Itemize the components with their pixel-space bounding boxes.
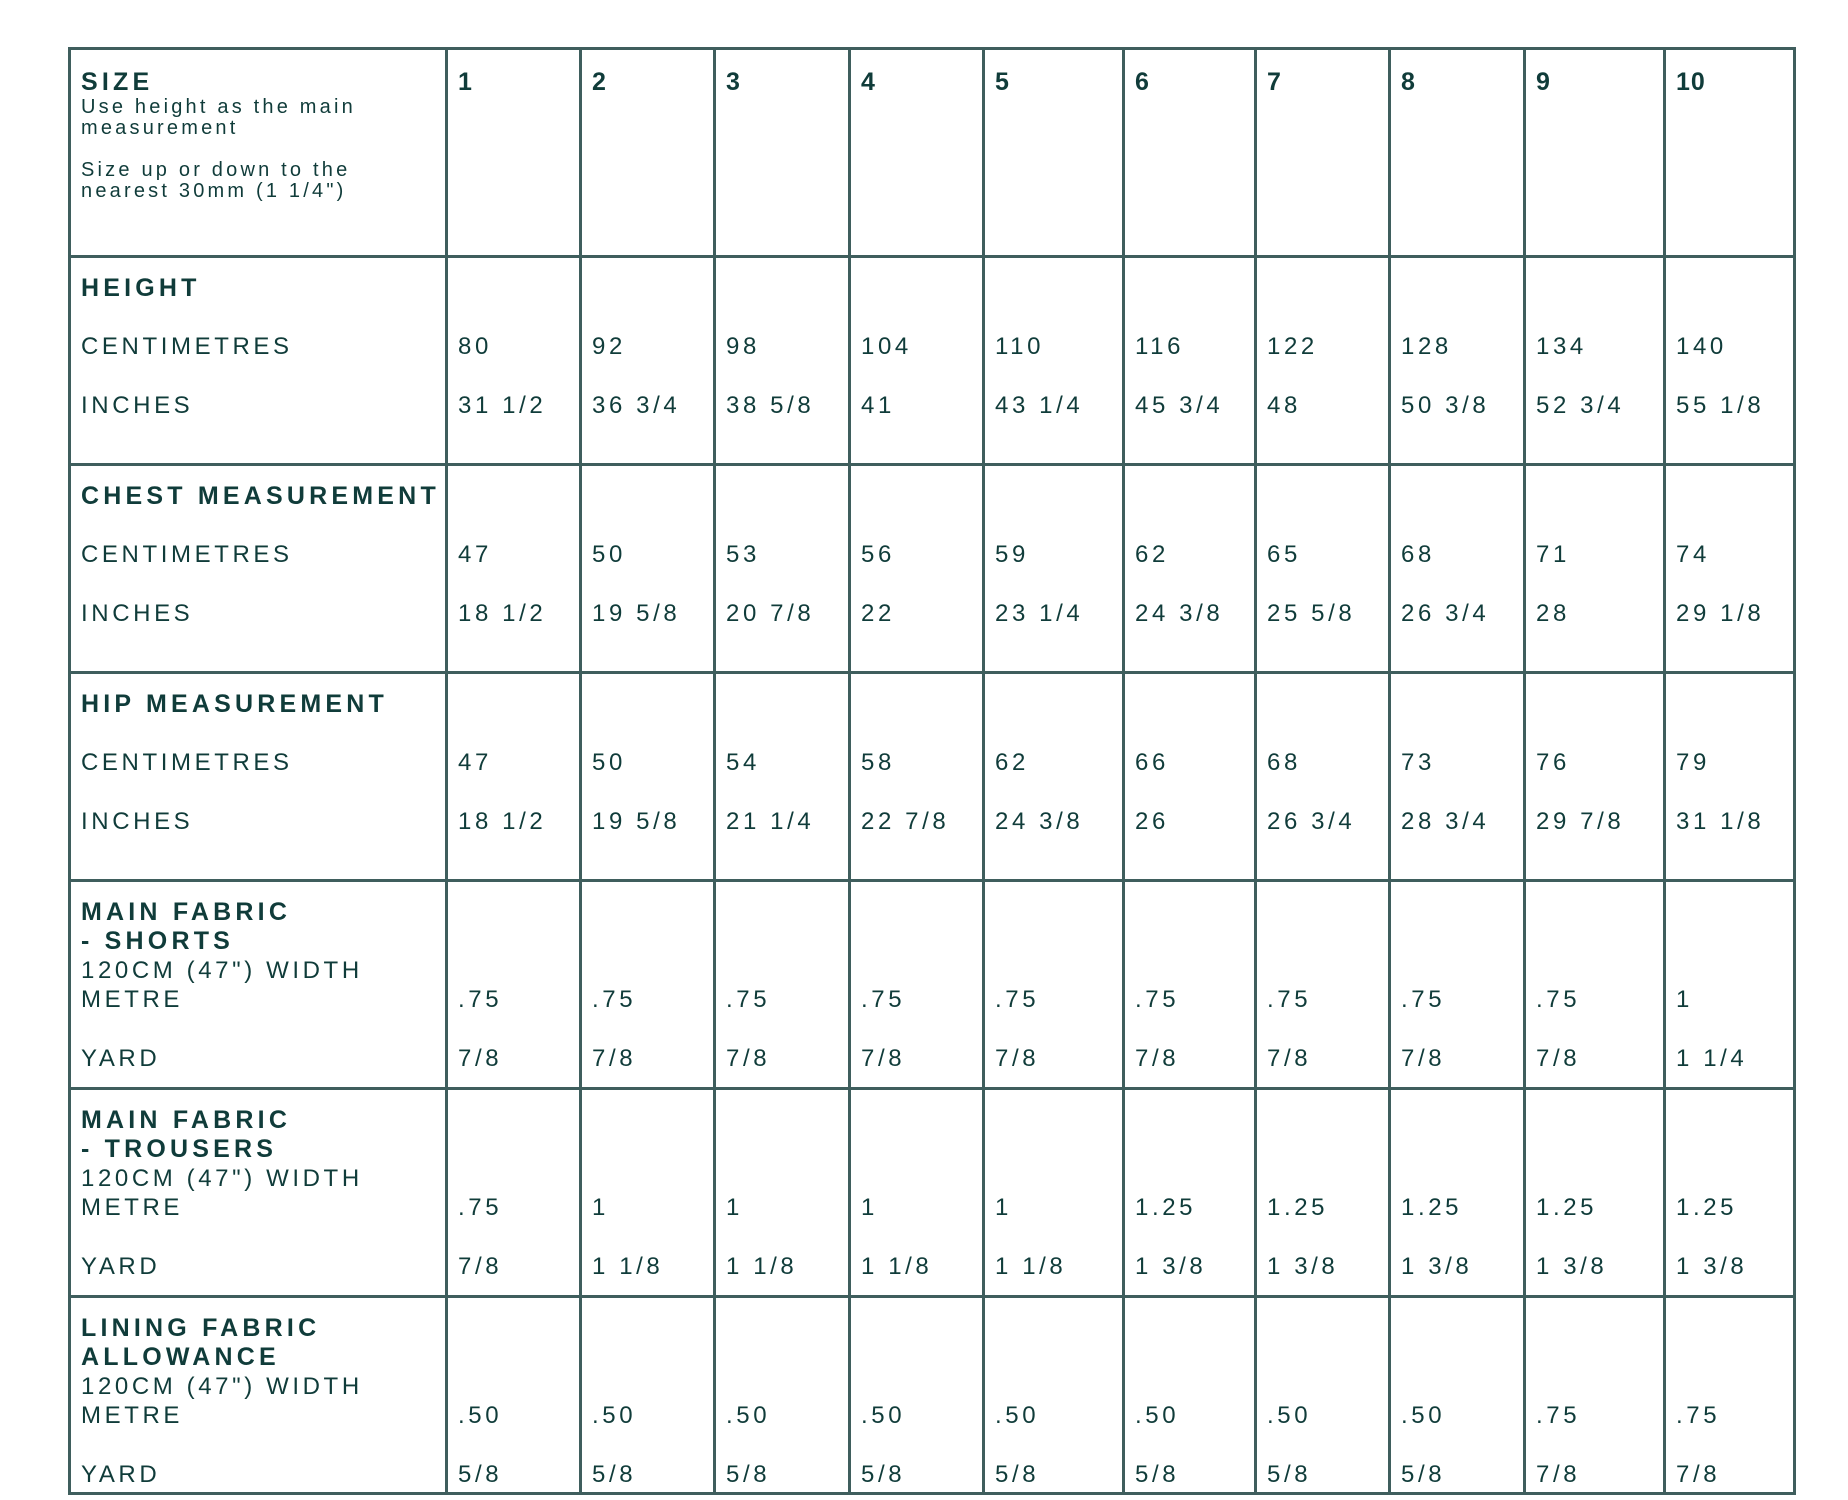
- height-cell: [1124, 257, 1256, 465]
- chest-in-value: 28: [1536, 600, 1570, 627]
- size-header-cell: [850, 49, 984, 257]
- height-cm-value: 140: [1676, 333, 1727, 360]
- hip-cm-value: 54: [726, 749, 760, 776]
- shorts-unit-metre: METRE: [81, 986, 183, 1013]
- lining-cell: [984, 1297, 1124, 1494]
- trousers-metre-value: 1: [592, 1194, 609, 1221]
- trousers-metre-value: 1.25: [1401, 1194, 1463, 1221]
- lining-yard-value: 7/8: [1676, 1461, 1721, 1488]
- hip-cell: [447, 673, 581, 881]
- shorts-unit-yard: YARD: [81, 1045, 161, 1072]
- lining-cell: [581, 1297, 715, 1494]
- shorts-cell: [1390, 881, 1525, 1089]
- size-title: SIZE: [81, 68, 154, 96]
- lining-metre-value: .50: [458, 1402, 503, 1429]
- height-in-value: 55 1/8: [1676, 392, 1765, 419]
- height-in-value: 43 1/4: [995, 392, 1084, 419]
- trousers-yard-value: 1 3/8: [1536, 1253, 1608, 1280]
- trousers-cell: [850, 1089, 984, 1297]
- shorts-cell: [1124, 881, 1256, 1089]
- height-in-value: 48: [1267, 392, 1301, 419]
- trousers-cell: [715, 1089, 850, 1297]
- trousers-metre-value: 1: [995, 1194, 1012, 1221]
- height-cell: [1665, 257, 1795, 465]
- size-header-cell: [715, 49, 850, 257]
- height-cm-value: 128: [1401, 333, 1452, 360]
- size-number: 1: [458, 68, 473, 96]
- chest-cell: [581, 465, 715, 673]
- hip-cell: [715, 673, 850, 881]
- chest-in-value: 22: [861, 600, 895, 627]
- chest-cm-value: 74: [1676, 541, 1710, 568]
- chest-cm-value: 56: [861, 541, 895, 568]
- chest-in-value: 24 3/8: [1135, 600, 1224, 627]
- height-unit-cm: CENTIMETRES: [81, 333, 293, 360]
- hip-in-value: 28 3/4: [1401, 808, 1490, 835]
- hip-cell: [581, 673, 715, 881]
- trousers-metre-value: 1: [861, 1194, 878, 1221]
- chest-cm-value: 50: [592, 541, 626, 568]
- lining-yard-value: 5/8: [726, 1461, 771, 1488]
- shorts-cell: [850, 881, 984, 1089]
- shorts-cell: [1256, 881, 1390, 1089]
- size-number: 5: [995, 68, 1010, 96]
- hip-unit-in: INCHES: [81, 808, 194, 835]
- size-header-cell: [1525, 49, 1665, 257]
- size-chart: [68, 47, 1795, 1492]
- shorts-metre-value: .75: [995, 986, 1040, 1013]
- height-in-value: 31 1/2: [458, 392, 547, 419]
- size-number: 6: [1135, 68, 1150, 96]
- trousers-yard-value: 7/8: [458, 1253, 503, 1280]
- chest-unit-in: INCHES: [81, 600, 194, 627]
- trousers-metre-value: 1.25: [1135, 1194, 1197, 1221]
- height-cm-value: 134: [1536, 333, 1587, 360]
- hip-unit-cm: CENTIMETRES: [81, 749, 293, 776]
- size-note-line-3: Size up or down to the: [81, 159, 351, 181]
- trousers-title-line-2: - TROUSERS: [81, 1135, 278, 1163]
- hip-cell: [1665, 673, 1795, 881]
- trousers-cell: [1525, 1089, 1665, 1297]
- trousers-unit-metre: METRE: [81, 1194, 183, 1221]
- hip-cm-value: 47: [458, 749, 492, 776]
- chest-cell: [850, 465, 984, 673]
- shorts-yard-value: 7/8: [1135, 1045, 1180, 1072]
- lining-cell: [715, 1297, 850, 1494]
- lining-title-line-2: ALLOWANCE: [81, 1343, 280, 1371]
- trousers-yard-value: 1 3/8: [1267, 1253, 1339, 1280]
- size-number: 9: [1536, 68, 1551, 96]
- lining-metre-value: .50: [1135, 1402, 1180, 1429]
- size-number: 3: [726, 68, 741, 96]
- lining-title-line-1: LINING FABRIC: [81, 1314, 321, 1342]
- shorts-yard-value: 7/8: [726, 1045, 771, 1072]
- lining-yard-value: 5/8: [1135, 1461, 1180, 1488]
- lining-yard-value: 7/8: [1536, 1461, 1581, 1488]
- hip-cm-value: 58: [861, 749, 895, 776]
- shorts-cell: [447, 881, 581, 1089]
- trousers-metre-value: .75: [458, 1194, 503, 1221]
- height-cm-value: 80: [458, 333, 492, 360]
- size-note-line-1: Use height as the main: [81, 96, 356, 118]
- shorts-yard-value: 1 1/4: [1676, 1045, 1748, 1072]
- height-in-value: 45 3/4: [1135, 392, 1224, 419]
- height-in-value: 41: [861, 392, 895, 419]
- size-header-cell: [581, 49, 715, 257]
- trousers-cell: [1124, 1089, 1256, 1297]
- size-header-cell: [1124, 49, 1256, 257]
- lining-yard-value: 5/8: [1267, 1461, 1312, 1488]
- hip-cm-value: 79: [1676, 749, 1710, 776]
- hip-cell: [850, 673, 984, 881]
- size-note-line-2: measurement: [81, 117, 239, 139]
- chest-cell: [1256, 465, 1390, 673]
- lining-yard-value: 5/8: [861, 1461, 906, 1488]
- chest-in-value: 25 5/8: [1267, 600, 1356, 627]
- hip-cell: [1390, 673, 1525, 881]
- trousers-row: [70, 1089, 1795, 1297]
- height-cell: [447, 257, 581, 465]
- lining-metre-value: .50: [1267, 1402, 1312, 1429]
- lining-cell: [1665, 1297, 1795, 1494]
- hip-cm-value: 76: [1536, 749, 1570, 776]
- hip-in-value: 26: [1135, 808, 1169, 835]
- shorts-yard-value: 7/8: [458, 1045, 503, 1072]
- hip-row: [70, 673, 1795, 881]
- size-number: 4: [861, 68, 876, 96]
- shorts-width: 120CM (47") WIDTH: [81, 957, 363, 984]
- chest-label-cell: [70, 465, 447, 673]
- hip-in-value: 22 7/8: [861, 808, 950, 835]
- chest-cm-value: 62: [1135, 541, 1169, 568]
- height-cm-value: 92: [592, 333, 626, 360]
- height-label-cell: [70, 257, 447, 465]
- trousers-yard-value: 1 1/8: [861, 1253, 933, 1280]
- trousers-yard-value: 1 3/8: [1676, 1253, 1748, 1280]
- shorts-cell: [984, 881, 1124, 1089]
- trousers-cell: [1256, 1089, 1390, 1297]
- hip-in-value: 21 1/4: [726, 808, 815, 835]
- chest-in-value: 23 1/4: [995, 600, 1084, 627]
- lining-metre-value: .75: [1536, 1402, 1581, 1429]
- lining-metre-value: .50: [1401, 1402, 1446, 1429]
- shorts-metre-value: .75: [1536, 986, 1581, 1013]
- chest-cm-value: 47: [458, 541, 492, 568]
- lining-unit-metre: METRE: [81, 1402, 183, 1429]
- trousers-metre-value: 1: [726, 1194, 743, 1221]
- height-unit-in: INCHES: [81, 392, 194, 419]
- hip-cm-value: 62: [995, 749, 1029, 776]
- height-cell: [715, 257, 850, 465]
- lining-yard-value: 5/8: [458, 1461, 503, 1488]
- chest-row: [70, 465, 1795, 673]
- trousers-label-cell: [70, 1089, 447, 1297]
- chest-in-value: 20 7/8: [726, 600, 815, 627]
- shorts-metre-value: .75: [726, 986, 771, 1013]
- size-label-cell: [70, 49, 447, 257]
- height-title: HEIGHT: [81, 274, 201, 302]
- chest-unit-cm: CENTIMETRES: [81, 541, 293, 568]
- trousers-cell: [984, 1089, 1124, 1297]
- shorts-metre-value: .75: [861, 986, 906, 1013]
- lining-metre-value: .50: [861, 1402, 906, 1429]
- hip-cm-value: 66: [1135, 749, 1169, 776]
- chest-title: CHEST MEASUREMENT: [81, 482, 440, 510]
- shorts-yard-value: 7/8: [995, 1045, 1040, 1072]
- hip-cell: [1256, 673, 1390, 881]
- hip-in-value: 19 5/8: [592, 808, 681, 835]
- trousers-yard-value: 1 1/8: [995, 1253, 1067, 1280]
- height-in-value: 50 3/8: [1401, 392, 1490, 419]
- hip-cm-value: 68: [1267, 749, 1301, 776]
- chest-cell: [447, 465, 581, 673]
- trousers-yard-value: 1 1/8: [592, 1253, 664, 1280]
- trousers-yard-value: 1 3/8: [1401, 1253, 1473, 1280]
- lining-cell: [1525, 1297, 1665, 1494]
- shorts-cell: [715, 881, 850, 1089]
- height-cm-value: 116: [1135, 333, 1185, 360]
- height-row: [70, 257, 1795, 465]
- size-note-line-4: nearest 30mm (1 1/4"): [81, 180, 347, 202]
- lining-row: [70, 1297, 1795, 1494]
- hip-in-value: 31 1/8: [1676, 808, 1765, 835]
- chest-cell: [715, 465, 850, 673]
- shorts-yard-value: 7/8: [1536, 1045, 1581, 1072]
- hip-cm-value: 73: [1401, 749, 1435, 776]
- lining-cell: [1256, 1297, 1390, 1494]
- height-in-value: 36 3/4: [592, 392, 681, 419]
- trousers-metre-value: 1.25: [1536, 1194, 1598, 1221]
- chest-in-value: 18 1/2: [458, 600, 547, 627]
- shorts-yard-value: 7/8: [1267, 1045, 1312, 1072]
- lining-label-cell: [70, 1297, 447, 1494]
- size-number: 2: [592, 68, 607, 96]
- lining-metre-value: .75: [1676, 1402, 1721, 1429]
- trousers-cell: [447, 1089, 581, 1297]
- height-cm-value: 122: [1267, 333, 1318, 360]
- size-header-cell: [447, 49, 581, 257]
- trousers-cell: [1390, 1089, 1525, 1297]
- chest-cm-value: 65: [1267, 541, 1301, 568]
- chest-cell: [984, 465, 1124, 673]
- shorts-yard-value: 7/8: [861, 1045, 906, 1072]
- trousers-yard-value: 1 1/8: [726, 1253, 798, 1280]
- height-cell: [850, 257, 984, 465]
- trousers-yard-value: 1 3/8: [1135, 1253, 1207, 1280]
- height-in-value: 38 5/8: [726, 392, 815, 419]
- shorts-yard-value: 7/8: [592, 1045, 637, 1072]
- hip-cell: [984, 673, 1124, 881]
- shorts-yard-value: 7/8: [1401, 1045, 1446, 1072]
- shorts-title-line-1: MAIN FABRIC: [81, 898, 292, 926]
- height-cell: [1525, 257, 1665, 465]
- lining-cell: [1390, 1297, 1525, 1494]
- trousers-title-line-1: MAIN FABRIC: [81, 1106, 292, 1134]
- hip-in-value: 29 7/8: [1536, 808, 1625, 835]
- chest-cm-value: 53: [726, 541, 760, 568]
- lining-width: 120CM (47") WIDTH: [81, 1373, 363, 1400]
- size-header-cell: [984, 49, 1124, 257]
- height-cell: [1390, 257, 1525, 465]
- hip-label-cell: [70, 673, 447, 881]
- shorts-cell: [1665, 881, 1795, 1089]
- chest-in-value: 29 1/8: [1676, 600, 1765, 627]
- lining-metre-value: .50: [592, 1402, 637, 1429]
- shorts-cell: [581, 881, 715, 1089]
- shorts-metre-value: .75: [458, 986, 503, 1013]
- lining-cell: [850, 1297, 984, 1494]
- shorts-metre-value: .75: [1401, 986, 1446, 1013]
- trousers-metre-value: 1.25: [1267, 1194, 1329, 1221]
- size-number: 10: [1676, 68, 1706, 96]
- shorts-title-line-2: - SHORTS: [81, 927, 235, 955]
- size-header-cell: [1390, 49, 1525, 257]
- lining-yard-value: 5/8: [995, 1461, 1040, 1488]
- chest-cell: [1390, 465, 1525, 673]
- shorts-metre-value: .75: [1135, 986, 1180, 1013]
- size-header-cell: [1665, 49, 1795, 257]
- chest-in-value: 19 5/8: [592, 600, 681, 627]
- size-number: 7: [1267, 68, 1282, 96]
- chest-cm-value: 59: [995, 541, 1029, 568]
- size-chart-table: [68, 47, 1796, 1495]
- lining-yard-value: 5/8: [1401, 1461, 1446, 1488]
- height-cm-value: 110: [995, 333, 1045, 360]
- lining-unit-yard: YARD: [81, 1461, 161, 1488]
- chest-cm-value: 68: [1401, 541, 1435, 568]
- height-cell: [1256, 257, 1390, 465]
- trousers-cell: [581, 1089, 715, 1297]
- lining-metre-value: .50: [995, 1402, 1040, 1429]
- hip-in-value: 26 3/4: [1267, 808, 1356, 835]
- size-row: [70, 49, 1795, 257]
- height-cm-value: 104: [861, 333, 912, 360]
- trousers-metre-value: 1.25: [1676, 1194, 1738, 1221]
- shorts-cell: [1525, 881, 1665, 1089]
- height-cm-value: 98: [726, 333, 760, 360]
- trousers-cell: [1665, 1089, 1795, 1297]
- chest-in-value: 26 3/4: [1401, 600, 1490, 627]
- lining-metre-value: .50: [726, 1402, 771, 1429]
- height-cell: [581, 257, 715, 465]
- chest-cm-value: 71: [1536, 541, 1570, 568]
- size-number: 8: [1401, 68, 1416, 96]
- hip-cm-value: 50: [592, 749, 626, 776]
- hip-in-value: 24 3/8: [995, 808, 1084, 835]
- lining-cell: [1124, 1297, 1256, 1494]
- hip-in-value: 18 1/2: [458, 808, 547, 835]
- chest-cell: [1665, 465, 1795, 673]
- shorts-metre-value: .75: [592, 986, 637, 1013]
- shorts-row: [70, 881, 1795, 1089]
- shorts-label-cell: [70, 881, 447, 1089]
- hip-cell: [1525, 673, 1665, 881]
- chest-cell: [1525, 465, 1665, 673]
- lining-yard-value: 5/8: [592, 1461, 637, 1488]
- lining-cell: [447, 1297, 581, 1494]
- shorts-metre-value: 1: [1676, 986, 1693, 1013]
- trousers-width: 120CM (47") WIDTH: [81, 1165, 363, 1192]
- shorts-metre-value: .75: [1267, 986, 1312, 1013]
- hip-cell: [1124, 673, 1256, 881]
- height-cell: [984, 257, 1124, 465]
- chest-cell: [1124, 465, 1256, 673]
- trousers-unit-yard: YARD: [81, 1253, 161, 1280]
- height-in-value: 52 3/4: [1536, 392, 1625, 419]
- hip-title: HIP MEASUREMENT: [81, 690, 389, 718]
- size-header-cell: [1256, 49, 1390, 257]
